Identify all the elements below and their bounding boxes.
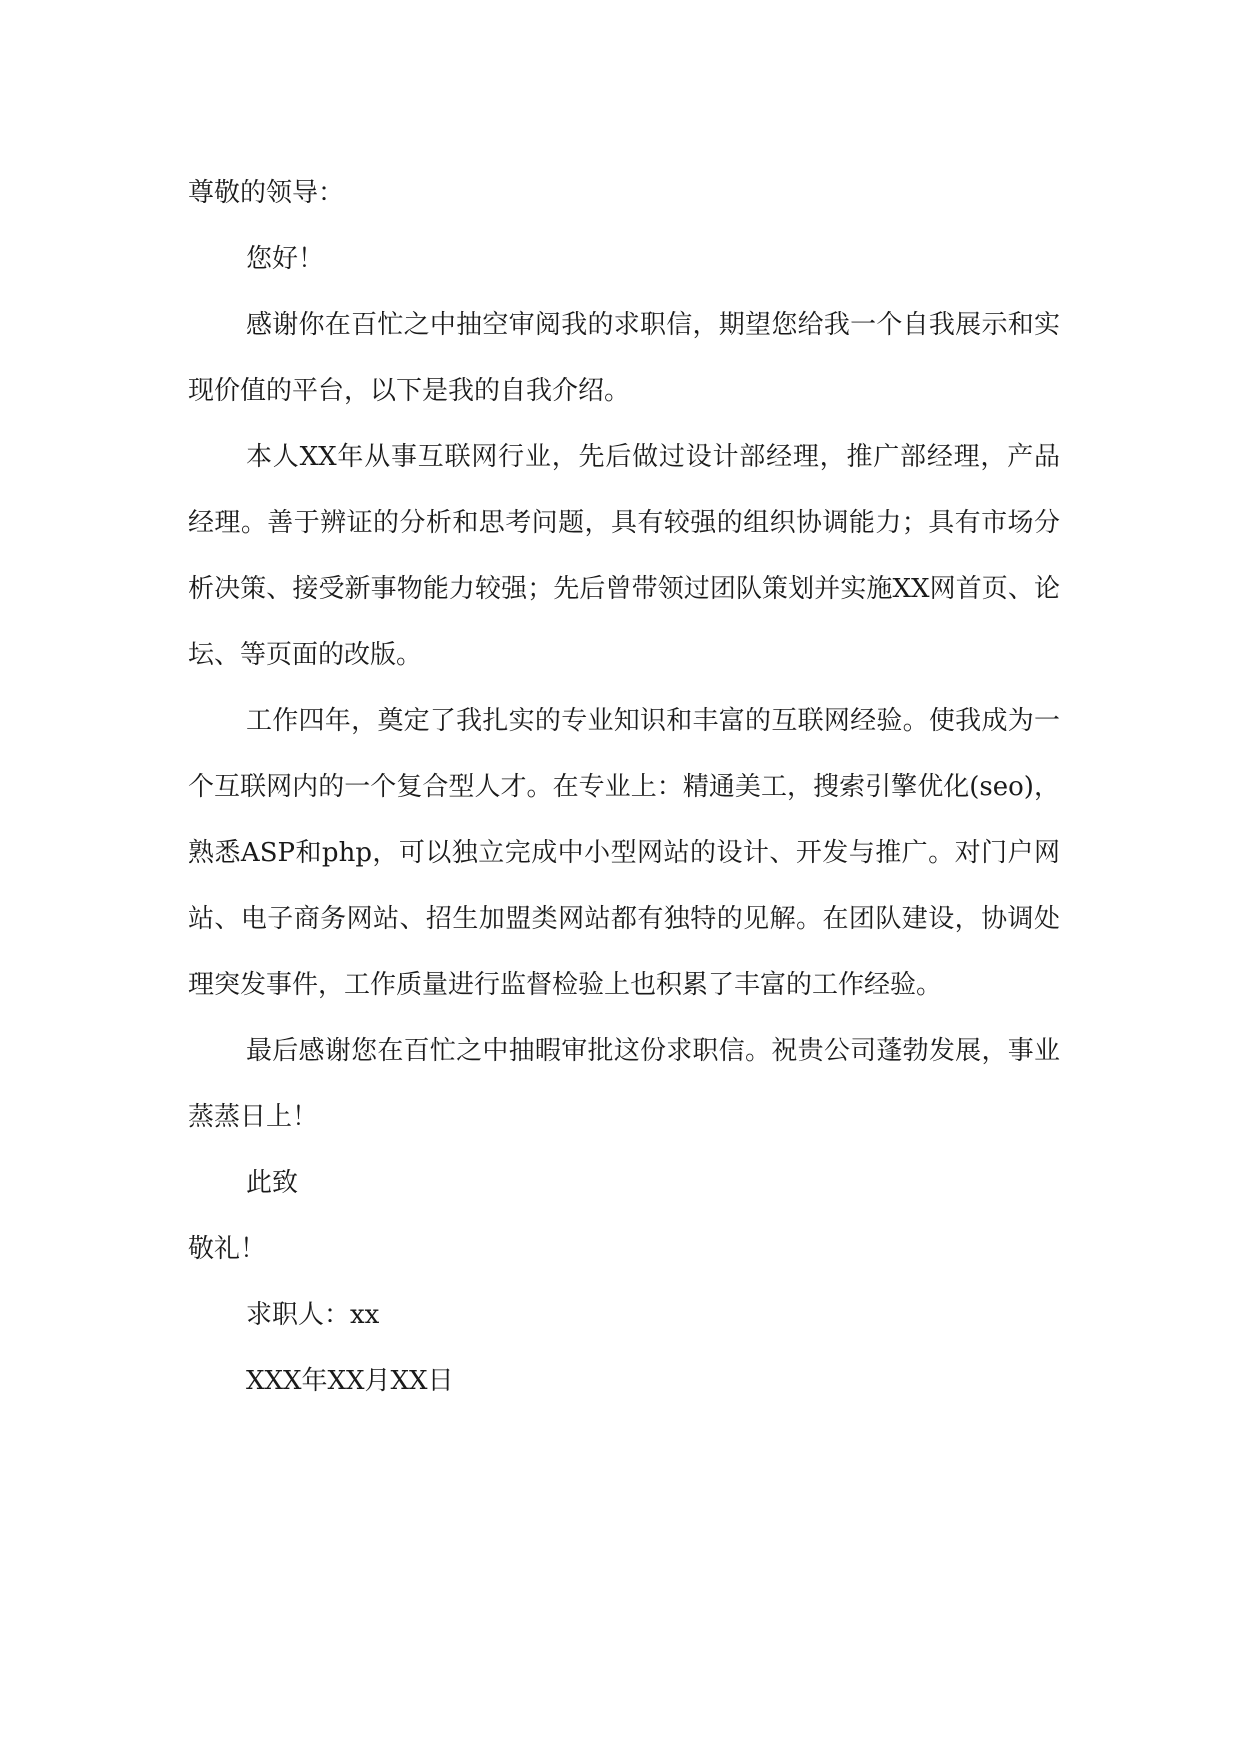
paragraph-intro: 感谢你在百忙之中抽空审阅我的求职信，期望您给我一个自我展示和实现价值的平台，以下是我的自我介绍。 [188, 310, 1060, 406]
date: XXX年XX月XX日 [246, 1366, 454, 1396]
paragraph-experience: 本人XX年从事互联网行业，先后做过设计部经理，推广部经理，产品经理。善于辨证的分析和思考问题，具有较强的组织协调能力；具有市场分析决策、接受新事物能力较强；先后曾带领过团队策划并实施XX网首页、论坛、等页面的改版。 [188, 442, 1060, 670]
cover-letter [188, 160, 1060, 1414]
salutation: 尊敬的领导： [188, 178, 345, 208]
paragraph-closing-thanks: 最后感谢您在百忙之中抽暇审批这份求职信。祝贵公司蓬勃发展，事业蒸蒸日上！ [188, 1036, 1060, 1132]
signature: 求职人：xx [246, 1300, 380, 1330]
greeting: 您好！ [246, 244, 325, 274]
closing-salute: 敬礼！ [188, 1234, 267, 1264]
paragraph-skills: 工作四年，奠定了我扎实的专业知识和丰富的互联网经验。使我成为一个互联网内的一个复合型人才。在专业上：精通美工，搜索引擎优化(seo)，熟悉ASP和php，可以独立完成中小型网站的设计、开发与推广。对门户网站、电子商务网站、招生加盟类网站都有独特的见解。在团队建设，协调处理突发事件，工作质量进行监督检验上也积累了丰富的工作经验。 [188, 706, 1060, 1000]
closing-regards: 此致 [246, 1168, 299, 1198]
